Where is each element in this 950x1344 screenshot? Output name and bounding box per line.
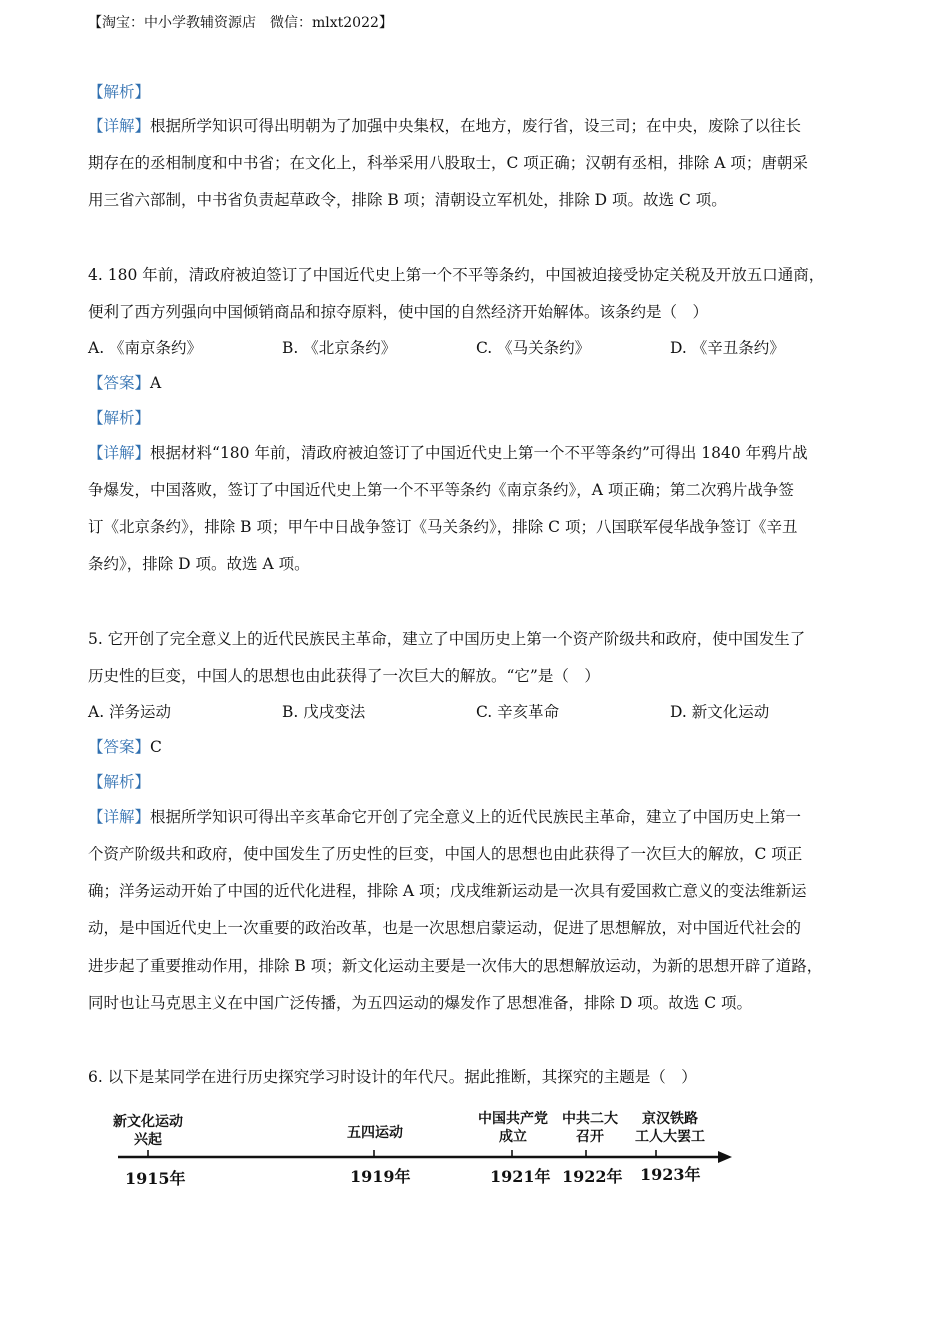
timeline-event-1922: 中共二大 召开: [562, 1111, 618, 1145]
q5-stem-line-1: 5. 它开创了完全意义上的近代民族民主革命，建立了中国历史上第一个资产阶级共和政府，使中国发生了: [88, 630, 806, 648]
q4-detail-line-4: 条约》，排除 D 项。故选 A 项。: [88, 555, 310, 573]
timeline-year-1923: 1923年: [640, 1165, 701, 1184]
q5-detail-line-4: 动，是中国近代史上一次重要的政治改革，也是一次思想启蒙运动，促进了思想解放，对中国近代社会的: [88, 919, 802, 937]
q4-option-d: D. 《辛丑条约》: [670, 339, 785, 357]
q4-answer-tag: 【答案】: [88, 374, 151, 392]
q5-detail-line-3: 确；洋务运动开始了中国的近代化进程，排除 A 项；戊戌维新运动是一次具有爱国救亡意义的变法维新运: [88, 882, 807, 900]
q4-detail-tag: 【详解】: [88, 444, 151, 462]
q5-detail-line-1: 【详解】根据所学知识可得出辛亥革命它开创了完全意义上的近代民族民主革命，建立了中国历史上第一: [88, 808, 802, 826]
q4-stem-line-1: 4. 180 年前，清政府被迫签订了中国近代史上第一个不平等条约，中国被迫接受协定关税及开放五口通商，: [88, 266, 825, 284]
q4-answer: [88, 372, 161, 394]
timeline-arrow: [718, 1151, 732, 1163]
q5-option-d: D. 新文化运动: [670, 703, 770, 721]
q3-detail-line-2: 期存在的丞相制度和中书省；在文化上，科举采用八股取士，C 项正确；汉朝有丞相，排除 A 项；唐朝采: [88, 154, 808, 172]
timeline-event-1915: 新文化运动 兴起: [113, 1114, 183, 1148]
q5-stem-line-2: 历史性的巨变，中国人的思想也由此获得了一次巨大的解放。“它”是（ ）: [88, 667, 600, 685]
q5-answer-value: C: [150, 738, 162, 756]
q4-answer-value: A: [150, 374, 162, 392]
q5-detail-line-6: 同时也让马克思主义在中国广泛传播，为五四运动的爆发作了思想准备，排除 D 项。故选 C 项。: [88, 994, 752, 1012]
q3-analysis-tag: 【解析】: [88, 83, 151, 101]
timeline-year-1921: 1921年: [490, 1167, 551, 1186]
q3-detail-tag: 【详解】: [88, 117, 151, 135]
q3-detail-line-3: 用三省六部制，中书省负责起草政令，排除 B 项；清朝设立军机处，排除 D 项。故选 C 项。: [88, 191, 727, 209]
timeline-event-1923: 京汉铁路 工人大罢工: [635, 1111, 705, 1145]
q5-analysis-tag: 【解析】: [88, 773, 151, 791]
q5-answer: [88, 736, 162, 758]
q4-option-a: A. 《南京条约》: [88, 339, 203, 357]
page-header: 【淘宝：中小学教辅资源店 微信：mlxt2022】: [88, 15, 393, 31]
q6-stem: 6. 以下是某同学在进行历史探究学习时设计的年代尺。据此推断，其探究的主题是（ ）: [88, 1068, 697, 1086]
q5-detail-line-5: 进步起了重要推动作用，排除 B 项；新文化运动主要是一次伟大的思想解放运动，为新的思想开辟了道路，: [88, 957, 823, 975]
q4-analysis-tag: 【解析】: [88, 409, 151, 427]
timeline-event-1919: 五四运动: [347, 1125, 403, 1141]
q5-option-b: B. 戊戌变法: [282, 703, 366, 721]
q5-option-a: A. 洋务运动: [88, 703, 172, 721]
q5-answer-tag: 【答案】: [88, 738, 151, 756]
q4-detail-line-3: 订《北京条约》，排除 B 项；甲午中日战争签订《马关条约》，排除 C 项；八国联军侵华战争签订《辛丑: [88, 518, 798, 536]
timeline-year-1919: 1919年: [350, 1167, 411, 1186]
q5-detail-line-2: 个资产阶级共和政府，使中国发生了历史性的巨变，中国人的思想也由此获得了一次巨大的解放，C 项正: [88, 845, 803, 863]
q4-detail-line-1: 【详解】根据材料“180 年前，清政府被迫签订了中国近代史上第一个不平等条约”可得出 1840 年鸦片战: [88, 444, 808, 462]
q3-detail-line-1: 【详解】根据所学知识可得出明朝为了加强中央集权，在地方，废行省，设三司；在中央，废除了以往长: [88, 117, 802, 135]
timeline-event-1921: 中国共产党 成立: [478, 1111, 548, 1145]
q4-option-b: B. 《北京条约》: [282, 339, 397, 357]
q5-option-c: C. 辛亥革命: [476, 703, 560, 721]
timeline-year-1922: 1922年: [562, 1167, 623, 1186]
q4-detail-line-2: 争爆发，中国落败，签订了中国近代史上第一个不平等条约《南京条约》，A 项正确；第二次鸦片战争签: [88, 481, 794, 499]
timeline-year-1915: 1915年: [125, 1169, 186, 1188]
q5-detail-tag: 【详解】: [88, 808, 151, 826]
q4-option-c: C. 《马关条约》: [476, 339, 591, 357]
q4-stem-line-2: 便利了西方列强向中国倾销商品和掠夺原料，使中国的自然经济开始解体。该条约是（ ）: [88, 303, 709, 321]
